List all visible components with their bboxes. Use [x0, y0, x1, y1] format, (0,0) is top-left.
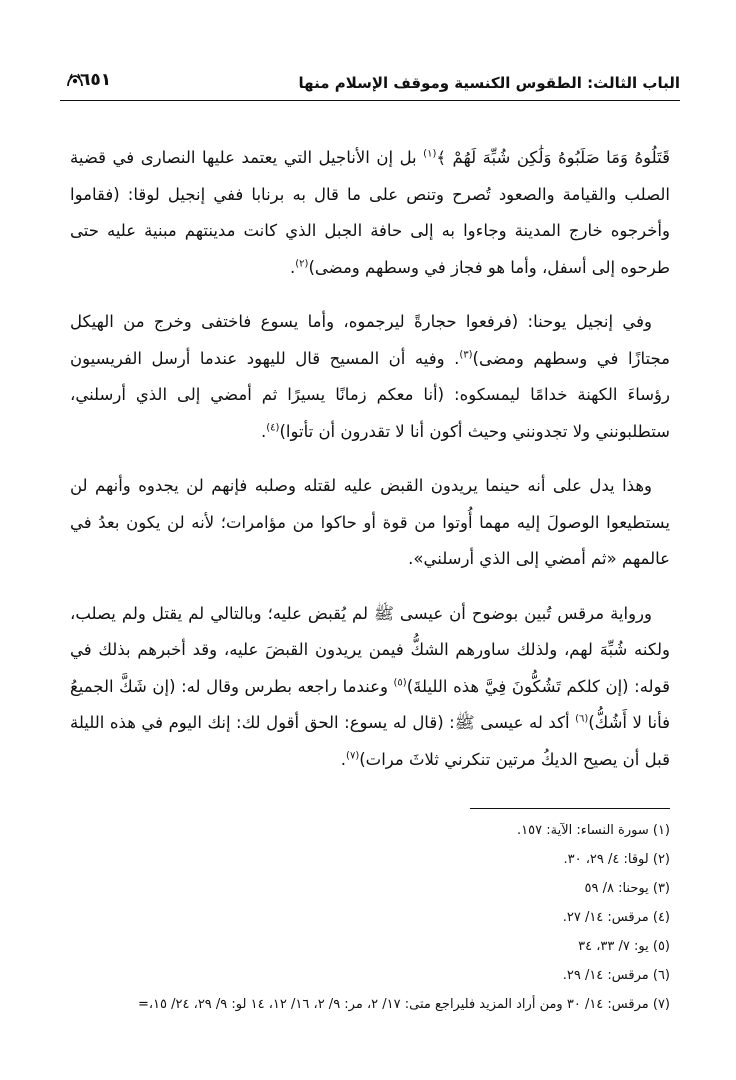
- main-text: [70, 140, 670, 796]
- footnote-ref: (٢): [295, 258, 309, 269]
- header-divider: [60, 100, 680, 101]
- chapter-title: الباب الثالث: الطقوس الكنسية وموقف الإسلام منها: [298, 74, 680, 92]
- footnote: (٤) مرقس: ١٤/ ٢٧.: [562, 910, 670, 925]
- footnote-ref: (٤): [266, 422, 280, 433]
- paragraph: [70, 468, 670, 578]
- paragraph-text: .: [261, 421, 267, 441]
- footnote-ref: (١): [423, 148, 437, 160]
- paragraph-text: أكد له عيسى ﷺ: (قال له يسوع: الحق أقول لك: إنك اليوم في هذه الليلة قبل أن يصيح الديكُ مرتين تنكرني ثلاثَ مرات): [70, 713, 670, 769]
- footnote-ref: (٣): [459, 349, 473, 360]
- footnote: (٧) مرقس: ١٤/ ٣٠ ومن أراد المزيد فليراجع متى: ١٧/ ٢، مر: ٩/ ٢، ١٦/ ١٢، ١٤ لو: ٩/ ٢٩، ٢٤/ ١٥،=: [137, 997, 670, 1012]
- footnote: (٦) مرقس: ١٤/ ٢٩.: [562, 968, 670, 983]
- paragraph-text: وفي إنجيل يوحنا: (فرفعوا حجارةً ليرجموه، وأما يسوع فاختفى وخرج من الهيكل مجتازًا في وسطهم ومضى): [70, 312, 670, 368]
- paragraph: [70, 140, 670, 286]
- paragraph-text: بل إن الأناجيل التي يعتمد عليها النصارى في قضية الصلب والقيامة والصعود تُصرح وتنص على ما قال به برنابا ففي إنجيل لوقا: (فقاموا وأخرجوه خارج المدينة وجاءوا به إلى حافة الجبل الذي كانت مدينتهم مبنية عليه حتى طرحوه إلى أسفل، وأما هو فجاز في وسطهم ومضى): [70, 148, 670, 277]
- quran-verse: قَتَلُوهُ وَمَا صَلَبُوهُ وَلَٰكِن شُبِّهَ لَهُمْ ﴾: [436, 148, 670, 167]
- paragraph-text: وهذا يدل على أنه حينما يريدون القبض عليه لقتله وصلبه فإنهم لن يجدوه وأنهم لن يستطيعوا الوصولَ إليه مهما أُوتوا من قوة أو حاكوا من مؤامرات؛ لأنه لن يكون بعدُ في عالمهم «ثم أمضي إلى الذي أرسلني».: [70, 476, 670, 568]
- page-number: [66, 70, 111, 90]
- footnote: (١) سورة النساء: الآية: ١٥٧.: [517, 823, 670, 838]
- paragraph-text: .: [290, 257, 296, 277]
- footnote-ref: (٦): [575, 713, 589, 725]
- paragraph-text: ورواية مرقس تُبين بوضوح أن عيسى ﷺ لم يُقبض عليه؛ وبالتالي لم يقتل ولم يصلب، ولكنه شُبِّهَ لهم، ولذلك ساورهم الشكُّ فيمن يريدون القبضَ عليه، وقد أخبرهم بذلك في قوله: (إن كلكم تَشُكُّونَ فِيَّ هذه الليلةَ): [70, 603, 670, 696]
- paragraph-text: وعندما راجعه بطرس وقال له: (إن شَكَّ الجميعُ فأنا لا أَشُكُّ): [70, 676, 671, 732]
- paragraph-text: . وفيه أن المسيح قال لليهود عندما أرسل الفريسيون رؤساءَ الكهنة خدامًا ليمسكوه: (أنا معكم زمانًا يسيرًا ثم أمضي إلى الذي أرسلني، ستطلبونني ولا تجدونني وحيث أكون أنا لا تقدرون أن تأتوا): [70, 348, 670, 441]
- footnotes: [60, 816, 670, 1019]
- footnote-ref: (٧): [346, 750, 360, 761]
- footnote: (٣) يوحنا: ٨/ ٥٩: [584, 881, 670, 896]
- ornament-icon: [66, 72, 84, 90]
- footnote-divider: [470, 808, 670, 809]
- footnote: (٢) لوقا: ٤/ ٢٩، ٣٠.: [563, 852, 670, 867]
- footnote-ref: (٥): [393, 677, 407, 688]
- running-header: [60, 66, 680, 106]
- paragraph: [70, 304, 670, 450]
- paragraph: [70, 596, 670, 779]
- footnote: (٥) يو: ٧/ ٣٣، ٣٤: [578, 939, 670, 954]
- paragraph-text: .: [340, 749, 347, 769]
- page-number-text: ٦٥١: [80, 70, 112, 90]
